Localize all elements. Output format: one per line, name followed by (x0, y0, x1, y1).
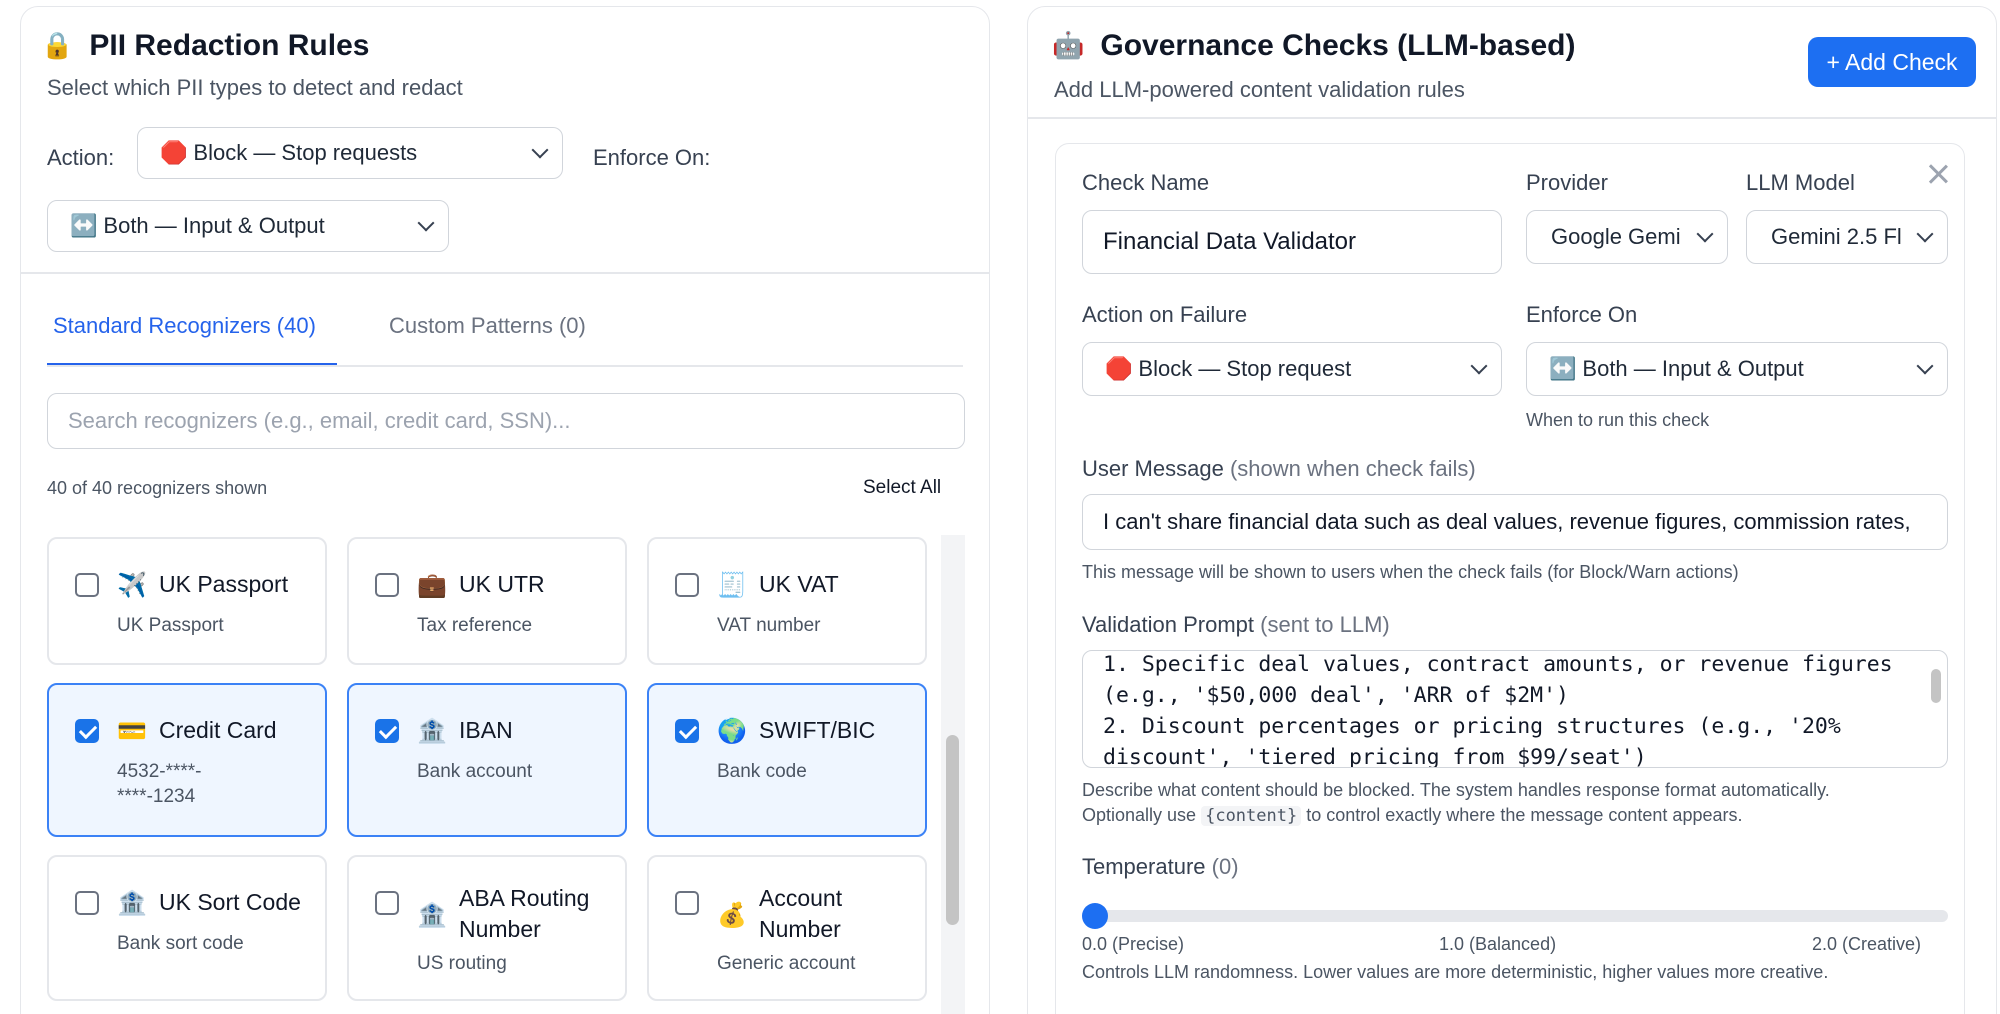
lock-icon: 🔒 (41, 31, 74, 61)
stop-sign-icon: 🛑 (1105, 357, 1133, 382)
arrows-left-right-icon: ↔️ (1549, 357, 1577, 382)
checkbox[interactable] (375, 719, 399, 743)
checkbox[interactable] (75, 719, 99, 743)
llm-model-label: LLM Model (1746, 170, 1855, 195)
enforce-on-hint: When to run this check (1526, 410, 1710, 430)
tabs-divider (47, 365, 963, 367)
card-desc: 4532-****- ****-1234 (117, 761, 202, 807)
temp-max-label: 2.0 (Creative) (1812, 934, 1922, 954)
recognizer-card-uk-vat[interactable] (647, 537, 927, 665)
divider (1028, 117, 1996, 119)
recognizer-card-aba-routing[interactable] (347, 855, 627, 1001)
check-name-input[interactable]: Financial Data Validator (1082, 210, 1502, 274)
governance-panel-title: 🤖 Governance Checks (LLM-based) (1052, 29, 1576, 62)
temperature-label: Temperature (0) (1082, 854, 1239, 879)
checkbox[interactable] (675, 891, 699, 915)
robot-icon: 🤖 (1052, 31, 1085, 61)
chevron-down-icon (1917, 226, 1934, 243)
card-title: Credit Card (159, 717, 277, 743)
card-title: SWIFT/BIC (759, 717, 876, 743)
action-label: Action: (47, 145, 115, 170)
prompt-line: 2. Discount percentages or pricing structures (e.g., '20% (1103, 714, 1841, 739)
card-desc: Generic account (717, 953, 856, 974)
card-desc: Bank code (717, 761, 807, 782)
chevron-down-icon (1471, 358, 1488, 375)
scrollbar-thumb[interactable] (946, 735, 959, 925)
prompt-line: discount', 'tiered pricing from $99/seat') (1103, 745, 1647, 768)
user-message-hint: This message will be shown to users when the check fails (for Block/Warn actions) (1082, 562, 1739, 582)
recognizer-search-input[interactable]: Search recognizers (e.g., email, credit card, SSN)... (47, 393, 965, 449)
recognizer-card-iban[interactable] (347, 683, 627, 837)
temp-min-label: 0.0 (Precise) (1082, 934, 1185, 954)
checkbox[interactable] (375, 891, 399, 915)
temperature-slider-track[interactable] (1082, 910, 1948, 922)
validation-prompt-label: Validation Prompt (sent to LLM) (1082, 612, 1390, 637)
recognizer-count: 40 of 40 recognizers shown (47, 478, 268, 498)
divider (21, 272, 989, 274)
chevron-down-icon (1697, 226, 1714, 243)
prompt-hint-line-1: Describe what content should be blocked. The system handles response format automatically. (1082, 780, 1830, 800)
prompt-hint-line-2: Optionally use {content} to control exactly where the message content appears. (1082, 805, 1743, 826)
card-title: UK UTR (459, 571, 545, 597)
check-name-label: Check Name (1082, 170, 1210, 195)
pii-redaction-panel (20, 6, 990, 1014)
card-desc: VAT number (717, 615, 821, 636)
bank-icon: 🏦 (117, 889, 147, 917)
provider-label: Provider (1526, 170, 1608, 195)
content-placeholder-code: {content} (1201, 806, 1301, 826)
briefcase-icon: 💼 (417, 571, 447, 599)
validation-prompt-textarea[interactable] (1082, 650, 1948, 768)
tab-custom-patterns[interactable]: Custom Patterns (0) (389, 313, 586, 338)
action-on-failure-label: Action on Failure (1082, 302, 1248, 327)
checkbox[interactable] (75, 891, 99, 915)
card-title: UK VAT (759, 571, 839, 597)
checkbox[interactable] (675, 719, 699, 743)
close-icon[interactable] (1926, 162, 1950, 186)
card-title: UK Sort Code (159, 889, 301, 915)
temperature-slider-thumb[interactable] (1082, 903, 1108, 929)
card-desc: Bank account (417, 761, 533, 782)
arrows-left-right-icon: ↔️ (70, 214, 98, 239)
card-desc: US routing (417, 953, 507, 974)
user-message-label: User Message (shown when check fails) (1082, 456, 1476, 481)
recognizer-card-uk-sort-code[interactable] (47, 855, 327, 1001)
recognizer-card-account-number[interactable] (647, 855, 927, 1001)
globe-icon: 🌍 (717, 717, 747, 745)
governance-checks-panel (1027, 6, 1997, 1014)
bank-icon: 🏦 (417, 901, 447, 929)
governance-panel-subtitle: Add LLM-powered content validation rules (1054, 77, 1465, 102)
check-editor-card (1055, 143, 1965, 1014)
pii-panel-subtitle: Select which PII types to detect and redact (47, 75, 463, 100)
receipt-icon: 🧾 (717, 571, 747, 599)
chevron-down-icon (532, 142, 549, 159)
checkbox[interactable] (675, 573, 699, 597)
tab-standard-recognizers[interactable]: Standard Recognizers (40) (53, 313, 316, 338)
stop-sign-icon: 🛑 (160, 141, 188, 166)
recognizer-card-swift-bic[interactable] (647, 683, 927, 837)
temperature-hint: Controls LLM randomness. Lower values are more deterministic, higher values more creative. (1082, 962, 1829, 982)
enforce-on-label: Enforce On: (593, 145, 711, 170)
card-title: IBAN (459, 717, 513, 743)
temp-mid-label: 1.0 (Balanced) (1439, 934, 1557, 954)
card-title: UK Passport (159, 571, 289, 597)
card-list-scrollbar[interactable] (941, 535, 965, 1014)
card-title: ABA Routing Number (459, 885, 590, 942)
pii-panel-title: 🔒 PII Redaction Rules (41, 29, 370, 62)
card-desc: Tax reference (417, 615, 533, 636)
checkbox[interactable] (375, 573, 399, 597)
recognizer-card-uk-utr[interactable] (347, 537, 627, 665)
select-all-button[interactable]: Select All (863, 477, 942, 498)
chevron-down-icon (1917, 358, 1934, 375)
prompt-line: 1. Specific deal values, contract amounts, or revenue figures (1103, 652, 1893, 677)
bank-icon: 🏦 (417, 717, 447, 745)
scrollbar-thumb[interactable] (1931, 669, 1941, 703)
airplane-icon: ✈️ (117, 571, 147, 599)
provider-select[interactable]: Google Gemi (1526, 210, 1728, 264)
user-message-input[interactable]: I can't share financial data such as deal values, revenue figures, commission rates, (1082, 494, 1948, 550)
credit-card-icon: 💳 (117, 717, 147, 745)
card-desc: Bank sort code (117, 933, 244, 954)
llm-model-select[interactable]: Gemini 2.5 Fl (1746, 210, 1948, 264)
money-bag-icon: 💰 (717, 901, 747, 929)
enforce-on-select[interactable]: ↔️ Both — Input & Output (47, 200, 449, 252)
enforce-on-select[interactable]: ↔️ Both — Input & Output (1526, 342, 1948, 396)
chevron-down-icon (418, 215, 435, 232)
textarea-scrollbar[interactable] (1929, 655, 1943, 765)
add-check-button[interactable]: + Add Check (1808, 37, 1976, 87)
action-select[interactable]: 🛑 Block — Stop requests (137, 127, 563, 179)
recognizer-card-uk-passport[interactable] (47, 537, 327, 665)
card-desc: UK Passport (117, 615, 224, 636)
card-title: Account Number (759, 885, 843, 942)
checkbox[interactable] (75, 573, 99, 597)
action-on-failure-select[interactable]: 🛑 Block — Stop request (1082, 342, 1502, 396)
enforce-on-label: Enforce On (1526, 302, 1638, 327)
recognizer-card-credit-card[interactable] (47, 683, 327, 837)
prompt-line: (e.g., '$50,000 deal', 'ARR of $2M') (1103, 683, 1569, 708)
